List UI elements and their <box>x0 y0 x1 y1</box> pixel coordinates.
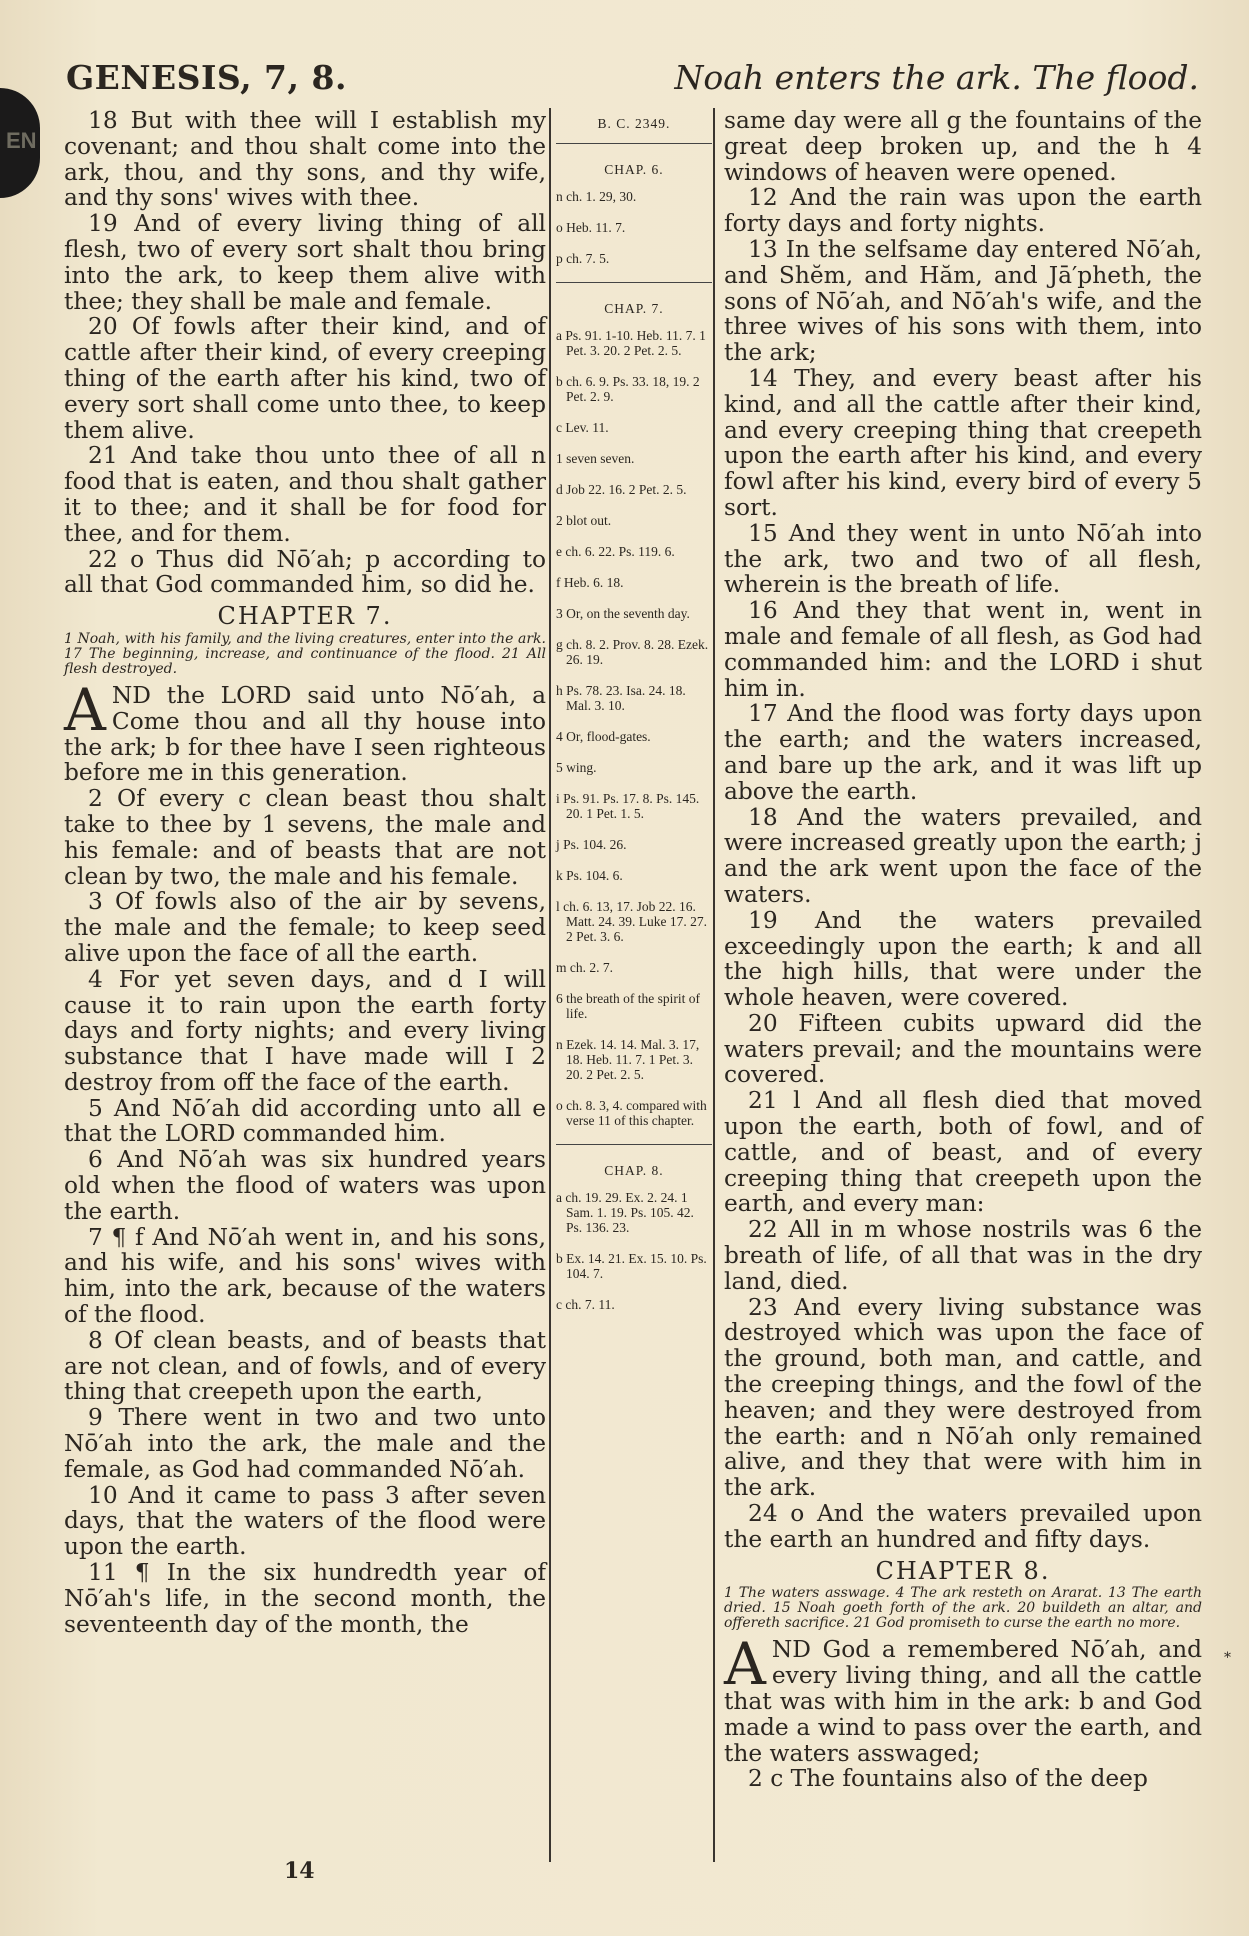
divider <box>556 1144 712 1145</box>
verse: 17 And the flood was forty days upon the earth; and the waters increased, and bare up the ark, and it was lift up above the earth. <box>724 700 1202 805</box>
verse: 19 And of every living thing of all flesh, two of every sort shalt thou bring into the ark, to keep them alive with thee; they shall be male and female. <box>64 210 546 315</box>
chapter-ref-heading: CHAP. 8. <box>604 1163 664 1178</box>
cross-reference: h Ps. 78. 23. Isa. 24. 18. Mal. 3. 10. <box>556 683 686 713</box>
cross-reference: i Ps. 91. Ps. 17. 8. Ps. 145. 20. 1 Pet. 1. 5. <box>556 791 700 821</box>
divider <box>556 143 712 144</box>
verse: 6 And Nō′ah was six hundred years old when the flood of waters was upon the earth. <box>64 1146 546 1225</box>
verse: 11 ¶ In the six hundredth year of Nō′ah's life, in the second month, the seventeenth day of the month, the <box>64 1559 546 1638</box>
verse: 14 They, and every beast after his kind, and all the cattle after their kind, and every creeping thing that creepeth upon the earth after his kind, and every fowl after his kind, every bird of every 5 sort. <box>724 364 1202 521</box>
verse: 24 o And the waters prevailed upon the earth an hundred and fifty days. <box>724 1500 1202 1553</box>
cross-reference: b Ex. 14. 21. Ex. 15. 10. Ps. 104. 7. <box>556 1251 707 1281</box>
verse: 5 And Nō′ah did according unto all e that the LORD commanded him. <box>64 1094 546 1148</box>
cross-reference: m ch. 2. 7. <box>556 960 613 975</box>
verse: 22 o Thus did Nō′ah; p according to all that God commanded him, so did he. <box>64 545 546 599</box>
verse: 22 All in m whose nostrils was 6 the breath of life, of all that was in the dry land, died. <box>724 1216 1202 1295</box>
verse: 18 And the waters prevailed, and were increased greatly upon the earth; j and the ark went upon the face of the waters. <box>724 803 1202 908</box>
verse: 10 And it came to pass 3 after seven days, that the waters of the flood were upon the earth. <box>64 1481 546 1561</box>
divider <box>556 282 712 283</box>
verse: 7 ¶ f And Nō′ah went in, and his sons, and his wife, and his sons' wives with him, into the ark, because of the waters of the flood. <box>64 1223 546 1329</box>
cross-reference: n ch. 1. 29, 30. <box>556 189 637 204</box>
running-head-topic: Noah enters the ark. The flood. <box>674 58 1199 97</box>
date-label: B. C. 2349. <box>597 116 671 131</box>
verse: ND the LORD said unto Nō′ah, a Come thou and all thy house into the ark; b for thee have I seen righteous before me in this generation. <box>64 681 546 787</box>
cross-reference: p ch. 7. 5. <box>556 251 610 266</box>
thumb-tab-label: EN <box>6 128 37 153</box>
page-number: 14 <box>284 1858 315 1884</box>
verse: 2 Of every c clean beast thou shalt take to thee by 1 sevens, the male and his female: and of beasts that are not clean by two, the male and his female. <box>64 785 546 890</box>
cross-reference: f Heb. 6. 18. <box>556 575 624 590</box>
chapter-heading: CHAPTER 7. <box>217 602 393 631</box>
right-text-column <box>724 108 1202 1792</box>
chapter-heading: CHAPTER 8. <box>875 1556 1051 1585</box>
chapter-summary: 1 The waters asswage. 4 The ark resteth on Ararat. 13 The earth dried. 15 Noah goeth forth of the ark. 20 buildeth an altar, and offereth sacrifice. 21 God promiseth to curse the earth no more. <box>724 1585 1202 1632</box>
cross-reference: c Lev. 11. <box>556 420 609 435</box>
verse: 20 Fifteen cubits upward did the waters prevail; and the mountains were covered. <box>724 1009 1202 1089</box>
thumb-index-tab[interactable] <box>0 88 40 198</box>
cross-reference: n Ezek. 14. 14. Mal. 3. 17, 18. Heb. 11. 7. 1 Pet. 3. 20. 2 Pet. 2. 5. <box>556 1037 700 1082</box>
verse: 20 Of fowls after their kind, and of cattle after their kind, of every creeping thing of the earth after his kind, two of every sort shall come unto thee, to keep them alive. <box>64 313 546 444</box>
cross-reference: e ch. 6. 22. Ps. 119. 6. <box>556 544 675 559</box>
verse: 19 And the waters prevailed exceedingly upon the earth; k and all the high hills, that were under the whole heaven, were covered. <box>724 906 1202 1012</box>
cross-reference: j Ps. 104. 26. <box>556 837 627 852</box>
cross-reference: 4 Or, flood-gates. <box>556 729 651 744</box>
verse: 3 Of fowls also of the air by sevens, the male and the female; to keep seed alive upon the face of all the earth. <box>64 888 546 967</box>
margin-mark: * <box>1224 1650 1231 1666</box>
verse: 8 Of clean beasts, and of beasts that are not clean, and of fowls, and of every thing that creepeth upon the earth, <box>64 1326 546 1406</box>
verse: ND God a remembered Nō′ah, and every living thing, and all the cattle that was with him in the ark: b and God made a wind to pass over the earth, and the waters asswaged; <box>724 1636 1202 1767</box>
cross-reference: 6 the breath of the spirit of life. <box>556 991 700 1021</box>
cross-reference-column <box>556 110 712 1328</box>
chapter-summary: 1 Noah, with his family, and the living creatures, enter into the ark. 17 The beginning, increase, and continuance of the flood. 21 All flesh destroyed. <box>64 630 546 677</box>
verse: 16 And they that went in, went in male and female of all flesh, as God had commanded him: and the LORD i shut him in. <box>724 597 1202 702</box>
column-rule-left <box>549 108 551 1862</box>
cross-reference: d Job 22. 16. 2 Pet. 2. 5. <box>556 482 687 497</box>
verse: 13 In the selfsame day entered Nō′ah, and Shĕm, and Hăm, and Jā′pheth, the sons of Nō′ah, and Nō′ah's wife, and the three wives of his sons with them, into the ark; <box>724 235 1202 367</box>
cross-reference: 3 Or, on the seventh day. <box>556 606 690 621</box>
verse: 15 And they went in unto Nō′ah into the ark, two and two of all flesh, wherein is the breath of life. <box>724 519 1202 599</box>
verse: 2 c The fountains also of the deep <box>748 1765 1148 1793</box>
cross-reference: c ch. 7. 11. <box>556 1297 615 1312</box>
cross-reference: l ch. 6. 13, 17. Job 22. 16. Matt. 24. 39. Luke 17. 27. 2 Pet. 3. 6. <box>556 899 707 944</box>
chapter-ref-heading: CHAP. 7. <box>604 301 664 316</box>
verse: 4 For yet seven days, and d I will cause it to rain upon the earth forty days and forty nights; and every living substance that I have made will I 2 destroy from off the face of the earth. <box>64 965 546 1096</box>
drop-cap: A <box>64 675 106 744</box>
cross-reference: o ch. 8. 3, 4. compared with verse 11 of this chapter. <box>556 1098 707 1128</box>
cross-reference: 2 blot out. <box>556 513 612 528</box>
verse: 21 l And all flesh died that moved upon the earth, both of fowl, and of cattle, and of beast, and of every creeping thing that creepeth upon the earth, and every man: <box>724 1087 1202 1218</box>
cross-reference: 1 seven seven. <box>556 451 635 466</box>
cross-reference: a Ps. 91. 1-10. Heb. 11. 7. 1 Pet. 3. 20. 2 Pet. 2. 5. <box>556 328 706 358</box>
cross-reference: g ch. 8. 2. Prov. 8. 28. Ezek. 26. 19. <box>556 637 709 667</box>
verse: 21 And take thou unto thee of all n food that is eaten, and thou shalt gather it to thee; and it shall be for food for thee, and for them. <box>64 442 546 547</box>
verse: same day were all g the fountains of the great deep broken up, and the h 4 windows of heaven were opened. <box>724 107 1202 186</box>
chapter-ref-heading: CHAP. 6. <box>604 162 664 177</box>
verse: 23 And every living substance was destroyed which was upon the face of the ground, both man, and cattle, and the creeping things, and the fowl of the heaven; and they were destroyed from the earth: and n Nō′ah only remained alive, and they that were with him in the ark. <box>724 1293 1202 1502</box>
verse: 9 There went in two and two unto Nō′ah into the ark, the male and the female, as God had commanded Nō′ah. <box>64 1404 546 1483</box>
cross-reference: a ch. 19. 29. Ex. 2. 24. 1 Sam. 1. 19. Ps. 105. 42. Ps. 136. 23. <box>556 1190 694 1235</box>
cross-reference: k Ps. 104. 6. <box>556 868 623 883</box>
cross-reference: 5 wing. <box>556 760 597 775</box>
verse: 18 But with thee will I establish my covenant; and thou shalt come into the ark, thou, and thy sons, and thy wife, and thy sons' wives with thee. <box>64 107 546 212</box>
cross-reference: o Heb. 11. 7. <box>556 220 626 235</box>
drop-cap: A <box>724 1630 766 1699</box>
running-head-book: GENESIS, 7, 8. <box>66 58 347 97</box>
verse: 12 And the rain was upon the earth forty days and forty nights. <box>724 184 1202 238</box>
left-text-column <box>64 108 546 1637</box>
column-rule-right <box>713 108 715 1862</box>
cross-reference: b ch. 6. 9. Ps. 33. 18, 19. 2 Pet. 2. 9. <box>556 374 700 404</box>
